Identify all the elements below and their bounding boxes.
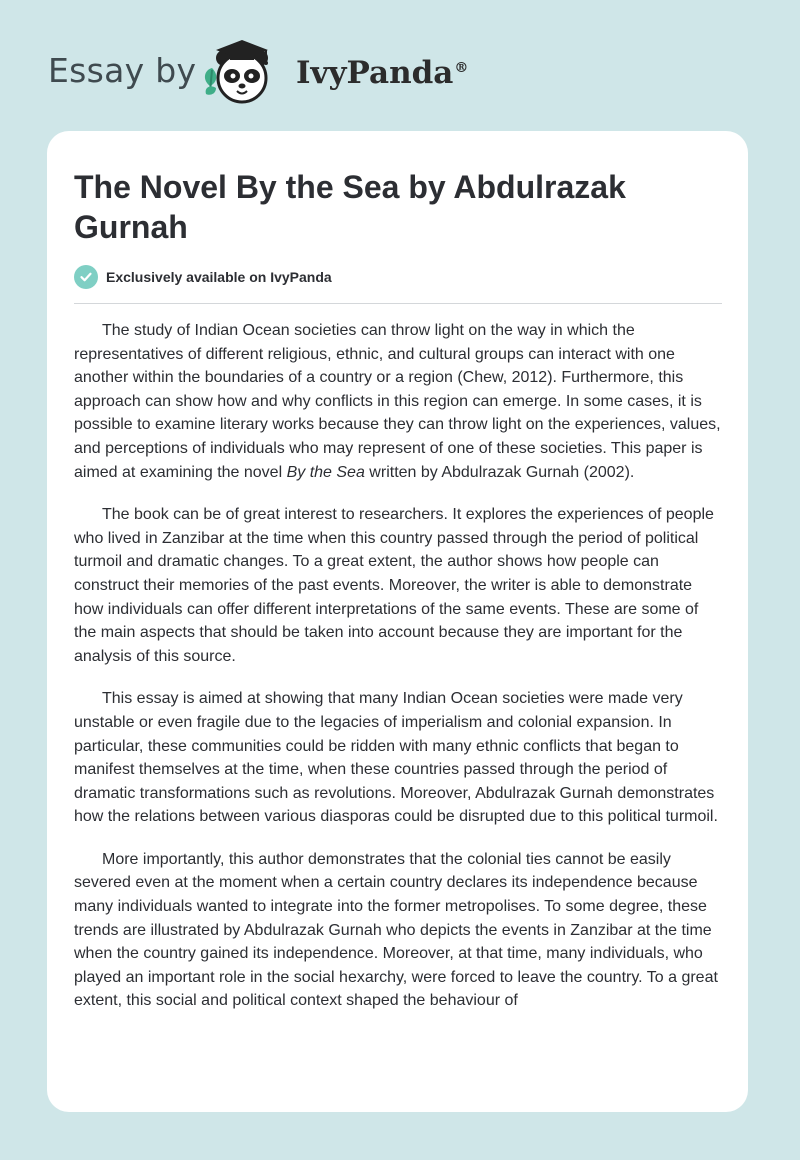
panda-graduate-icon (198, 34, 286, 110)
paragraph-1-start: The study of Indian Ocean societies can throw light on the way in which the representatives of different religious, ethnic, and cultural groups can interact with one another within the boundaries of a country or a region (Chew, 2012). Furthermore, this approach can show how and why conflicts in this region can emerge. In some cases, it is possible to examine literary works because they can throw light on the experiences, values, and perceptions of individuals who may represent of one of these societies. This paper is aimed at examining the novel (74, 322, 721, 481)
paragraph-4: More importantly, this author demonstrates that the colonial ties cannot be easily severed even at the moment when a certain country declares its independence because many individuals wanted to integrate into the former metropolises. To some degree, these trends are illustrated by Abdulrazak Gurnah who depicts the events in Zanzibar at the time when the country gained its independence. Moreover, at that time, many individuals, who played an important role in the social hexarchy, were forced to leave the country. To a great extent, this social and political context shaped the behaviour of (74, 850, 718, 1010)
brand-name-text: IvyPanda (296, 55, 454, 91)
check-circle-icon (74, 265, 98, 289)
paragraph-2: The book can be of great interest to researchers. It explores the experiences of people who lived in Zanzibar at the time when this country passed through the period of political turmoil and dramatic changes. To a great extent, the author shows how people can construct their memories of the past events. Moreover, the writer is able to demonstrate how individuals can offer different interpretations of the same events. These are some of the main aspects that should be taken into account because they are important for the analysis of this source. (74, 506, 714, 665)
exclusive-badge-label: Exclusively available on IvyPanda (106, 269, 332, 285)
site-header (48, 34, 468, 110)
exclusive-badge (74, 263, 332, 291)
title-divider (74, 303, 722, 304)
paragraph-1 (74, 319, 722, 484)
novel-title-italic: By the Sea (286, 463, 365, 481)
registered-mark: ® (454, 59, 469, 76)
essay-body (74, 319, 722, 1032)
essay-card (47, 131, 748, 1112)
page-title: The Novel By the Sea by Abdulrazak Gurnah (74, 169, 626, 245)
paragraph-3: This essay is aimed at showing that many Indian Ocean societies were made very unstable or even fragile due to the legacies of imperialism and colonial expansion. In particular, these communities could be ridden with many ethnic conflicts that began to manifest themselves at the time, when these countries passed through the period of dramatic transformations such as revolutions. Moreover, Abdulrazak Gurnah demonstrates how the relations between various diasporas could be disrupted due to this political turmoil. (74, 690, 718, 826)
paragraph-1-end: written by Abdulrazak Gurnah (2002). (364, 463, 635, 481)
essay-by-label: Essay by (48, 51, 197, 90)
ivypanda-logo[interactable] (296, 55, 468, 91)
